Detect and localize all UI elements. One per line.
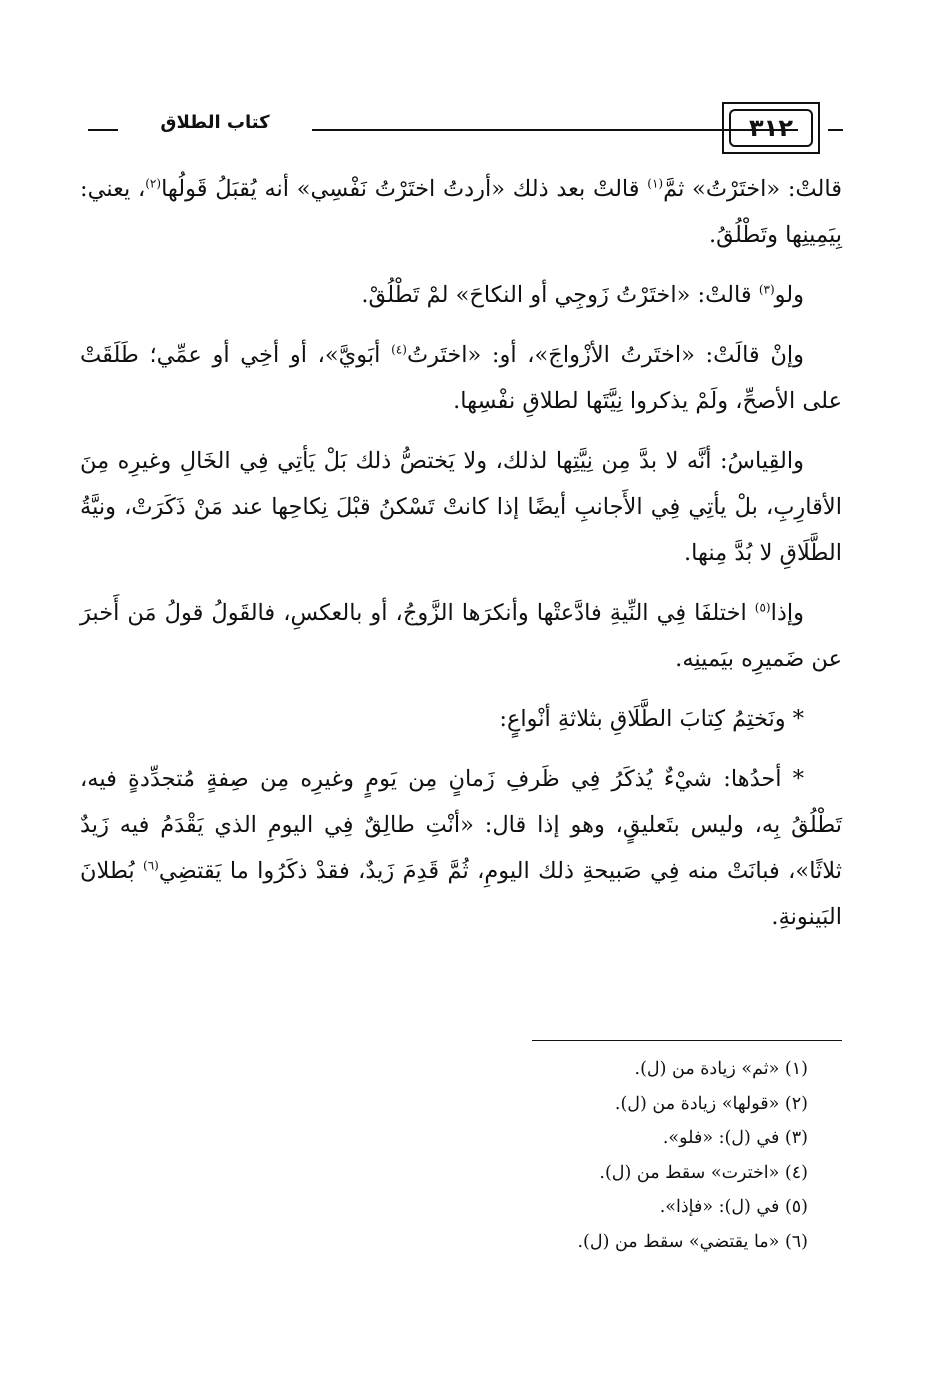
footnote-ref-1: (١) xyxy=(647,176,664,191)
page-number-frame xyxy=(722,102,820,154)
footnote-ref-2: (٢) xyxy=(145,176,162,191)
header-dash-right xyxy=(828,129,843,131)
footnotes xyxy=(420,1052,808,1259)
footnote-2: (٢) «قولها» زيادة من (ل). xyxy=(614,1093,808,1114)
paragraph-text: قالتْ: «اختَرْتُ زَوجِي أو النكاحَ» لمْ تَطْلُقْ. xyxy=(361,282,759,308)
paragraph-text: قالتْ: «اختَرْتُ» ثمَّ xyxy=(663,176,842,202)
footnote-separator xyxy=(532,1040,842,1041)
footnote-ref-5: (٥) xyxy=(754,600,771,615)
main-text xyxy=(80,166,842,954)
paragraph-text: أبَويَّ»، أو أخِي أو عمِّي؛ طَلَقَتْ على الأصحِّ، ولَمْ يذكروا نِيَّتَها لطلاقِ نفْسِها. xyxy=(80,342,842,414)
footnote-ref-3: (٣) xyxy=(758,282,775,297)
running-title: كتاب الطلاق xyxy=(160,112,270,133)
paragraph-text: بُطلانَ البَينونةِ. xyxy=(80,858,842,930)
paragraph-7 xyxy=(80,756,842,940)
paragraph-text: وإذا xyxy=(770,600,804,626)
footnote-ref-4: (٤) xyxy=(391,342,407,357)
paragraph-text: والقِياسُ: أنَّه لا بدَّ مِن نِيَّتِها لذلك، ولا يَختصُّ ذلك بَلْ يَأتِي فِي الخَالِ وغيرِه مِنَ الأقارِبِ، بلْ يأتِي فِي الأَجانبِ أيضًا إذا كانتْ تَسْكنُ قبْلَ نِكاحِها عند مَنْ ذَكَرَتْ، ونيَّةُ الطَّلَاقِ لا بُدَّ مِنها. xyxy=(80,448,842,566)
footnote-6: (٦) «ما يقتضي» سقط من (ل). xyxy=(577,1231,808,1252)
paragraph-text: * ونَختِمُ كِتابَ الطَّلَاقِ بثلاثةِ أنْواعٍ: xyxy=(499,706,804,732)
paragraph-2 xyxy=(80,272,842,318)
paragraph-text: ولو xyxy=(774,282,804,308)
paragraph-text: اختلفَا فِي النِّيةِ فادَّعتْها وأنكرَها الزَّوجُ، أو بالعكسِ، فالقَولُ قولُ مَن أَخبرَ عن ضَميرِه بيَمينِه. xyxy=(80,600,842,672)
paragraph-text: * أحدُها: شيْءٌ يُذكَرُ فِي ظَرفِ زَمانٍ مِن يَومٍ وغيرِه مِن صِفةٍ مُتجدِّدةٍ فيه، تَطْلُقُ بِه، وليس بتَعليقٍ، وهو إذا قال: «أنْتِ طالِقٌ فِي اليومِ الذي يَقْدَمُ فيه زَيدٌ ثلاثًا»، فبانَتْ منه فِي صَبيحةِ ذلك اليومِ، ثُمَّ قَدِمَ زَيدٌ، فقدْ ذكَرُوا ما يَقتضِي xyxy=(80,766,842,884)
paragraph-text: وإنْ قالَتْ: «اختَرتُ الأزْواجَ»، أو: «اختَرتُ xyxy=(406,342,804,368)
footnote-3: (٣) في (ل): «فلو». xyxy=(662,1128,808,1148)
paragraph-text: قالتْ بعد ذلك «أردتُ اختَرْتُ نَفْسِي» أنه يُقبَلُ قَولُها xyxy=(161,176,648,202)
paragraph-3 xyxy=(80,332,842,424)
page-header xyxy=(88,100,843,162)
paragraph-5 xyxy=(80,590,842,682)
paragraph-4 xyxy=(80,438,842,576)
header-dash-left xyxy=(88,129,118,131)
footnote-4: (٤) «اخترت» سقط من (ل). xyxy=(599,1162,808,1183)
page-number: ٣١٢ xyxy=(729,109,813,147)
footnote-ref-6: (٦) xyxy=(143,858,159,873)
paragraph-text: ، يعني: بِيَمِينِها وتَطْلُقُ. xyxy=(80,176,842,248)
footnote-1: (١) «ثم» زيادة من (ل). xyxy=(634,1059,808,1079)
paragraph-6 xyxy=(80,696,842,742)
paragraph-1 xyxy=(80,166,842,258)
footnote-5: (٥) في (ل): «فإذا». xyxy=(659,1197,808,1217)
